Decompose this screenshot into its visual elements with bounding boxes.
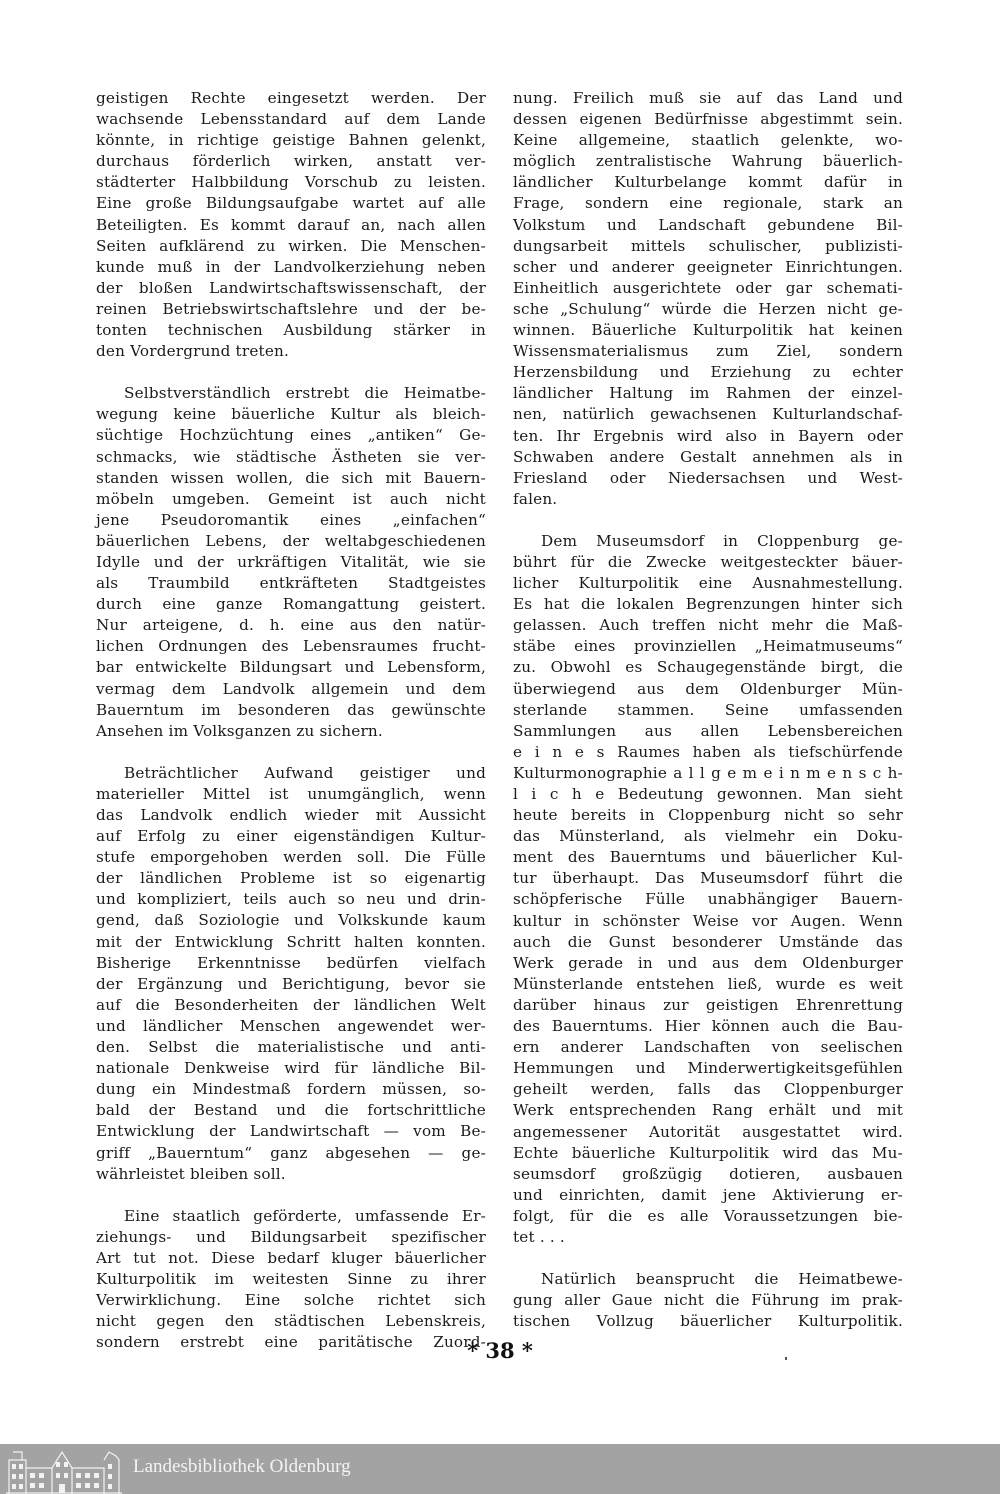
text-line: tonten technischen Ausbildung stärker in [96, 321, 486, 340]
text-line: kunde muß in der Landvolkerziehung neben [96, 257, 486, 276]
text-line: Werk entsprechenden Rang erhält und mit [513, 1101, 903, 1120]
text-line: dessen eigenen Bedürfnisse abgestimmt sein. [513, 110, 903, 129]
text-line: dung ein Mindestmaß fordern müssen, so- [96, 1080, 486, 1099]
text-line: jene Pseudoromantik eines „einfachen“ [96, 510, 486, 529]
text-line: möbeln umgeben. Gemeint ist auch nicht [96, 489, 486, 508]
text-line: und ländlicher Menschen angewendet wer- [96, 1016, 486, 1035]
text-line: ländlicher Kulturbelange kommt dafür in [513, 173, 903, 192]
paragraph [513, 88, 903, 510]
paragraph [96, 763, 486, 1185]
text-line: Beteiligten. Es kommt darauf an, nach allen [96, 215, 486, 234]
text-line: bar entwickelte Bildungsart und Lebensform, [96, 658, 486, 677]
text-line: nung. Freilich muß sie auf das Land und [513, 89, 903, 107]
text-line: sondern erstrebt eine paritätische Zuord- [96, 1333, 486, 1352]
text-line: Friesland oder Niedersachsen und West- [513, 468, 903, 487]
text-line: Keine allgemeine, staatlich gelenkte, wo- [513, 131, 903, 150]
text-line: durch eine ganze Romangattung geistert. [96, 595, 486, 614]
text-line: Entwicklung der Landwirtschaft — vom Be- [96, 1122, 486, 1141]
text-line: der bloßen Landwirtschaftswissenschaft, der [96, 278, 486, 297]
text-line: nen, natürlich gewachsenen Kulturlandschaf- [513, 405, 903, 424]
text-line: Einheitlich ausgerichtete oder gar schemati- [513, 278, 903, 297]
text-line: und kompliziert, teils auch so neu und drin- [96, 890, 486, 909]
text-line: und einrichten, damit jene Aktivierung er- [513, 1185, 903, 1204]
text-line: Münsterlande entstehen ließ, wurde es weit [513, 974, 903, 993]
text-line: Nur arteigene, d. h. eine aus den natür- [96, 616, 486, 635]
text-line: lichen Ordnungen des Lebensraumes frucht- [96, 637, 486, 656]
text-line: sterlande stammen. Seine umfassenden [513, 700, 903, 719]
text-line: Volkstum und Landschaft gebundene Bil- [513, 215, 903, 234]
text-line: winnen. Bäuerliche Kulturpolitik hat keinen [513, 321, 903, 340]
text-line: schöpferische Fülle unabhängiger Bauern- [513, 890, 903, 909]
text-line: ern anderer Landschaften von seelischen [513, 1038, 903, 1057]
text-line: könnte, in richtige geistige Bahnen gelenkt, [96, 131, 486, 150]
text-line: überwiegend aus dem Oldenburger Mün- [513, 679, 903, 698]
text-line: wegung keine bäuerliche Kultur als bleich- [96, 405, 486, 424]
text-line: heute bereits in Cloppenburg nicht so sehr [513, 806, 903, 825]
text-line: Natürlich beansprucht die Heimatbewe- [541, 1270, 903, 1289]
text-line: e i n e s Raumes haben als tiefschürfende [513, 742, 903, 761]
text-line: währleistet bleiben soll. [96, 1164, 286, 1183]
text-line: Hemmungen und Minderwertigkeitsgefühlen [513, 1059, 903, 1078]
text-line: mit der Entwicklung Schritt halten konnten. [96, 932, 486, 951]
text-line: l i c h e Bedeutung gewonnen. Man sieht [513, 785, 903, 803]
text-line: vermag dem Landvolk allgemein und dem [96, 679, 486, 698]
text-line: ment des Bauerntums und bäuerlicher Kul- [513, 848, 903, 867]
text-line: gelassen. Auch treffen nicht mehr die Maß- [513, 616, 903, 635]
text-line: tet . . . [513, 1227, 565, 1246]
paragraph [96, 383, 486, 742]
text-line: der ländlichen Probleme ist so eigenartig [96, 869, 486, 888]
text-line: ten. Ihr Ergebnis wird also in Bayern oder [513, 426, 903, 445]
footer-banner [0, 1444, 1000, 1494]
text-line: Selbstverständlich erstrebt die Heimatbe- [124, 384, 486, 403]
paragraph [513, 1269, 903, 1332]
text-line: bührt für die Zwecke weitgesteckter bäuer- [513, 552, 903, 571]
text-line: ziehungs- und Bildungsarbeit spezifischer [96, 1227, 486, 1246]
text-line: griff „Bauerntum“ ganz abgesehen — ge- [96, 1143, 486, 1162]
text-line: bäuerlichen Lebens, der weltabgeschiedenen [96, 531, 486, 550]
paragraph [513, 531, 903, 1248]
text-line: ländlicher Haltung im Rahmen der einzel- [513, 384, 903, 403]
text-line: schmacks, wie städtische Ästheten sie ver- [96, 447, 486, 466]
institution-name: Landesbibliothek Oldenburg [133, 1456, 351, 1477]
text-line: Es hat die lokalen Begrenzungen hinter sich [513, 595, 903, 614]
text-line: tur überhaupt. Das Museumsdorf führt die [513, 869, 903, 888]
text-line: folgt, für die es alle Voraussetzungen bie- [513, 1206, 903, 1225]
text-line: das Landvolk endlich wieder mit Aussicht [96, 806, 486, 824]
text-line: Idylle und der urkräftigen Vitalität, wie sie [96, 552, 486, 571]
text-line: möglich zentralistische Wahrung bäuerlich- [513, 152, 903, 171]
text-line: Eine große Bildungsaufgabe wartet auf alle [96, 194, 486, 213]
text-line: Werk gerade in und aus dem Oldenburger [513, 953, 903, 972]
text-line: Seiten aufklärend zu wirken. Die Menschen- [96, 236, 486, 255]
text-line: geheilt werden, falls das Cloppenburger [513, 1080, 903, 1099]
text-line: als Traumbild entkräfteten Stadtgeistes [96, 574, 486, 593]
left-column [96, 88, 486, 1374]
text-line: den Vordergrund treten. [96, 342, 290, 361]
text-line: städterter Halbbildung Vorschub zu leisten. [96, 173, 486, 192]
right-column [513, 88, 903, 1353]
text-line: Frage, sondern eine regionale, stark an [513, 194, 903, 213]
text-line: geistigen Rechte eingesetzt werden. Der [96, 89, 486, 107]
text-line: angemessener Autorität ausgestattet wird. [513, 1122, 903, 1141]
text-line: Art tut not. Diese bedarf kluger bäuerlicher [96, 1248, 486, 1267]
text-line: auch die Gunst besonderer Umstände das [513, 932, 903, 951]
text-line: Wissensmaterialismus zum Ziel, sondern [513, 342, 903, 361]
text-line: Kulturpolitik im weitesten Sinne zu ihrer [96, 1269, 486, 1288]
text-line: auf die Besonderheiten der ländlichen Welt [96, 995, 486, 1014]
text-line: dungsarbeit mittels schulischer, publizisti- [513, 236, 903, 255]
text-line: gend, daß Soziologie und Volkskunde kaum [96, 911, 486, 930]
text-line: Echte bäuerliche Kulturpolitik wird das Mu- [513, 1143, 903, 1162]
text-line: darüber hinaus zur geistigen Ehrenrettung [513, 995, 903, 1014]
text-line: Verwirklichung. Eine solche richtet sich [96, 1291, 486, 1310]
text-line: des Bauerntums. Hier können auch die Bau- [513, 1017, 903, 1036]
text-line: Kulturmonographie a l l g e m e i n m e n s c h- [513, 763, 903, 782]
text-line: der Ergänzung und Berichtigung, bevor sie [96, 974, 486, 993]
text-line: stäbe eines provinziellen „Heimatmuseums“ [513, 637, 903, 656]
text-line: zu. Obwohl es Schaugegenstände birgt, die [513, 658, 903, 677]
text-line: Dem Museumsdorf in Cloppenburg ge- [541, 531, 903, 550]
scan-speck [785, 1357, 787, 1360]
text-line: den. Selbst die materialistische und anti- [96, 1038, 486, 1057]
text-line: sche „Schulung“ würde die Herzen nicht ge- [513, 299, 903, 318]
text-line: seumsdorf großzügig dotieren, ausbauen [513, 1164, 903, 1183]
text-line: wachsende Lebensstandard auf dem Lande [96, 110, 486, 129]
text-line: Eine staatlich geförderte, umfassende Er- [124, 1206, 486, 1225]
text-line: nicht gegen den städtischen Lebenskreis, [96, 1312, 486, 1331]
text-line: nationale Denkweise wird für ländliche Bil- [96, 1059, 486, 1078]
text-line: falen. [513, 489, 558, 508]
text-line: süchtige Hochzüchtung eines „antiken“ Ge- [96, 426, 486, 445]
text-line: licher Kulturpolitik eine Ausnahmestellung. [513, 574, 903, 593]
text-line: Schwaben andere Gestalt annehmen als in [513, 447, 903, 466]
text-line: Ansehen im Volksganzen zu sichern. [96, 721, 383, 740]
text-line: reinen Betriebswirtschaftslehre und der be- [96, 299, 486, 318]
text-line: Sammlungen aus allen Lebensbereichen [513, 721, 903, 740]
paragraph [96, 1206, 486, 1354]
text-line: bald der Bestand und die fortschrittliche [96, 1101, 486, 1120]
library-building-icon [6, 1446, 122, 1494]
text-line: kultur in schönster Weise vor Augen. Wenn [513, 911, 903, 930]
text-line: Bauerntum im besonderen das gewünschte [96, 700, 486, 719]
page-number: * 38 * [467, 1338, 533, 1363]
text-line: durchaus förderlich wirken, anstatt ver- [96, 152, 486, 171]
text-line: standen wissen wollen, die sich mit Bauern- [96, 468, 486, 487]
text-line: das Münsterland, als vielmehr ein Doku- [513, 827, 903, 846]
text-line: Beträchtlicher Aufwand geistiger und [124, 763, 486, 782]
text-line: auf Erfolg zu einer eigenständigen Kultur- [96, 827, 486, 846]
text-line: tischen Vollzug bäuerlicher Kulturpolitik. [513, 1312, 903, 1331]
text-line: scher und anderer geeigneter Einrichtungen. [513, 257, 903, 276]
text-line: Bisherige Erkenntnisse bedürfen vielfach [96, 953, 486, 972]
text-line: Herzensbildung und Erziehung zu echter [513, 363, 903, 382]
text-line: gung aller Gaue nicht die Führung im prak- [513, 1291, 903, 1310]
paragraph [96, 88, 486, 362]
text-line: stufe emporgehoben werden soll. Die Fülle [96, 848, 486, 867]
text-line: materieller Mittel ist unumgänglich, wenn [96, 784, 486, 803]
